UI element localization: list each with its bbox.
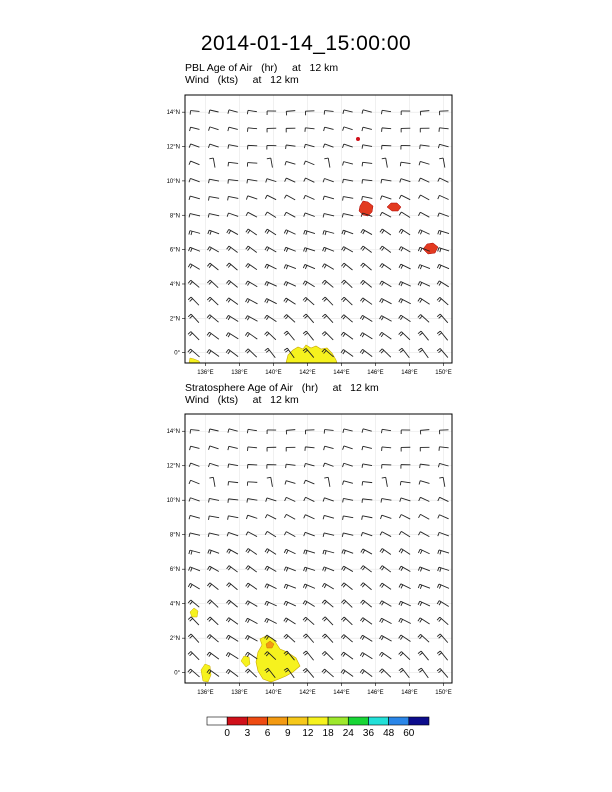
lat-tick-label: 0°: [174, 350, 180, 357]
colorbar-label: 18: [322, 728, 334, 739]
wind-barb-flag: [400, 481, 401, 485]
colorbar-label: 12: [302, 728, 314, 739]
colorbar-swatch: [328, 717, 348, 725]
colorbar-label: 9: [284, 728, 291, 739]
lon-tick-label: 140°E: [265, 370, 282, 376]
colorbar-swatch: [227, 717, 247, 725]
lat-tick-label: 0°: [174, 670, 180, 677]
lat-tick-label: 4°N: [169, 281, 180, 288]
lon-tick-label: 142°E: [299, 690, 316, 696]
lat-tick-label: 2°N: [169, 636, 180, 643]
colorbar-swatch: [207, 717, 227, 725]
lat-tick-label: 10°N: [166, 498, 180, 505]
colorbar-label: 24: [342, 728, 354, 739]
colorbar-label: 36: [362, 728, 375, 739]
lat-tick-label: 6°N: [169, 247, 180, 254]
panel2-wind-title: Wind (kts) at 12 km: [185, 394, 299, 406]
lon-tick-label: 146°E: [367, 370, 384, 376]
lat-tick-label: 6°N: [169, 567, 180, 574]
colorbar-swatch: [409, 717, 429, 725]
panel2-field-title: Stratosphere Age of Air (hr) at 12 km: [185, 382, 379, 394]
panel1-background: [185, 95, 452, 363]
lon-tick-label: 142°E: [299, 370, 316, 376]
colorbar-label: 3: [244, 728, 251, 739]
colorbar-swatch: [288, 717, 308, 725]
lon-tick-label: 150°E: [435, 690, 452, 696]
lat-tick-label: 8°N: [169, 213, 180, 220]
wind-barb-flag: [247, 429, 248, 433]
lat-tick-label: 10°N: [166, 178, 180, 185]
lon-tick-label: 140°E: [265, 690, 282, 696]
colorbar-swatch: [268, 717, 288, 725]
main-title: 2014-01-14_15:00:00: [200, 32, 412, 55]
lon-tick-label: 148°E: [401, 370, 418, 376]
colorbar-swatch: [308, 717, 328, 725]
lon-tick-label: 146°E: [367, 690, 384, 696]
lat-tick-label: 12°N: [166, 144, 180, 151]
wind-barb-flag: [247, 499, 248, 503]
lat-tick-label: 14°N: [166, 429, 180, 436]
lon-tick-label: 136°E: [197, 370, 214, 376]
panel1-wind-title: Wind (kts) at 12 km: [185, 74, 299, 86]
wind-barb-flag: [381, 429, 382, 433]
lon-tick-label: 144°E: [333, 370, 350, 376]
lon-tick-label: 138°E: [231, 690, 248, 696]
lat-tick-label: 14°N: [166, 110, 180, 117]
panel2-background: [185, 414, 452, 683]
lon-tick-label: 138°E: [231, 370, 248, 376]
colorbar-swatch: [368, 717, 388, 725]
panel1-map: [167, 95, 452, 376]
wind-barb-shaft: [248, 482, 258, 483]
colorbar-swatch: [247, 717, 267, 725]
colorbar-swatch: [389, 717, 409, 725]
wind-barb-flag: [400, 162, 401, 166]
wind-barb-shaft: [248, 163, 258, 164]
panel1-field-title: PBL Age of Air (hr) at 12 km: [185, 62, 339, 74]
lon-tick-label: 136°E: [197, 690, 214, 696]
colorbar-label: 6: [264, 728, 271, 739]
wind-barb-flag: [381, 110, 382, 114]
colorbar-swatch: [348, 717, 368, 725]
colorbar: [207, 717, 429, 725]
lat-tick-label: 8°N: [169, 532, 180, 539]
wind-barb-flag: [247, 179, 248, 183]
lat-tick-label: 4°N: [169, 601, 180, 608]
panel2-map: [167, 414, 452, 696]
wind-barb-flag: [247, 110, 248, 114]
lon-tick-label: 148°E: [401, 690, 418, 696]
lat-tick-label: 12°N: [166, 463, 180, 470]
panel1-red-patch: [356, 137, 360, 141]
lon-tick-label: 144°E: [333, 690, 350, 696]
lon-tick-label: 150°E: [435, 370, 452, 376]
lat-tick-label: 2°N: [169, 316, 180, 323]
colorbar-label: 0: [224, 728, 230, 739]
colorbar-label: 60: [403, 728, 415, 739]
colorbar-label: 48: [383, 728, 395, 739]
